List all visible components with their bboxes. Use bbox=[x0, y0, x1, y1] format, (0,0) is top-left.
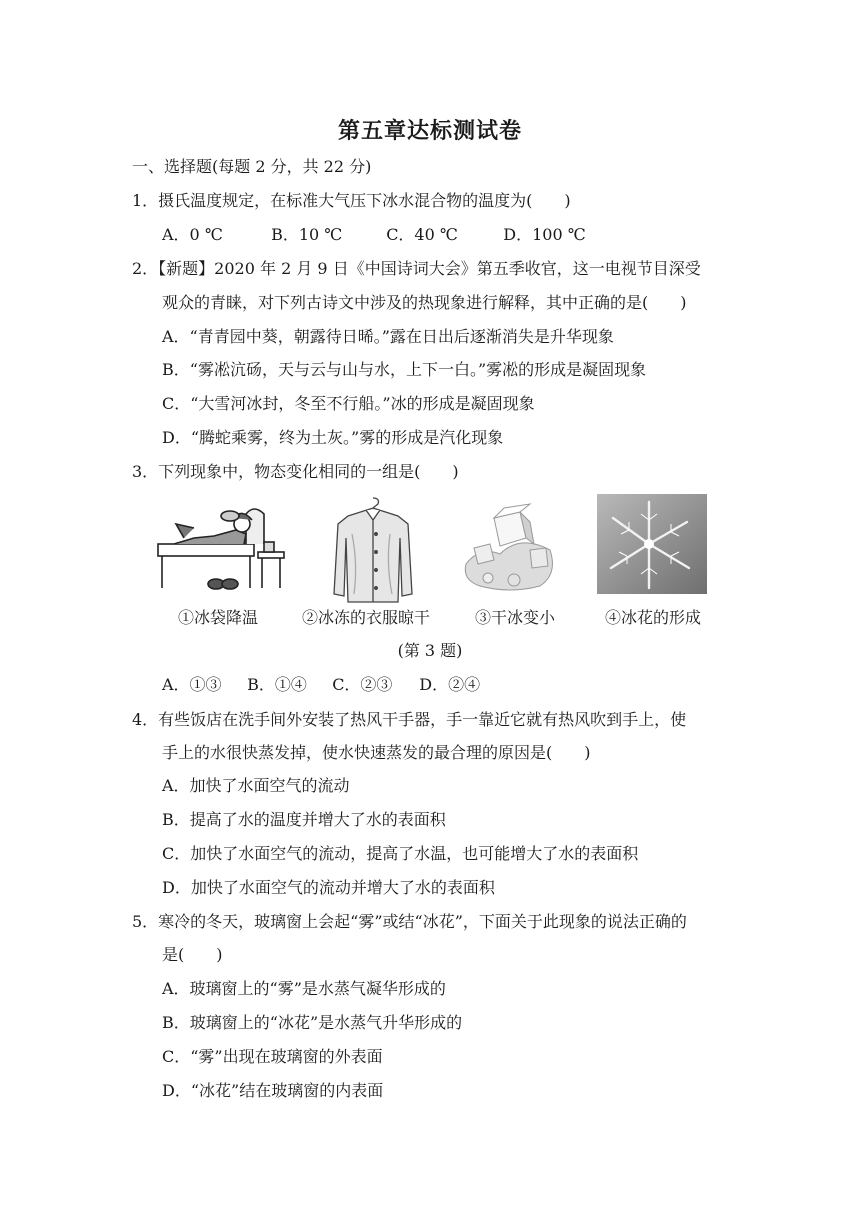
question-2-option-d: D．“腾蛇乘雾，终为土灰。”雾的形成是汽化现象 bbox=[162, 428, 504, 447]
question-2-option-c: C．“大雪河冰封，冬至不行船。”冰的形成是凝固现象 bbox=[162, 394, 535, 413]
option: B．10 ℃ bbox=[271, 225, 343, 244]
option: A．①③ bbox=[162, 675, 222, 694]
figure-caption-3: ③干冰变小 bbox=[475, 608, 556, 627]
figure-caption-4: ④冰花的形成 bbox=[605, 608, 702, 627]
question-3-figures bbox=[150, 494, 730, 604]
option: D．②④ bbox=[419, 675, 481, 694]
dry-ice-figure bbox=[460, 494, 560, 594]
question-4-option-d: D．加快了水面空气的流动并增大了水的表面积 bbox=[162, 878, 495, 897]
question-5-stem-cont: 是( ) bbox=[162, 945, 223, 964]
question-1-stem: 1．摄氏温度规定，在标准大气压下冰水混合物的温度为( ) bbox=[132, 191, 571, 210]
question-5-stem: 5．寒冷的冬天，玻璃窗上会起“雾”或结“冰花”，下面关于此现象的说法正确的 bbox=[132, 912, 687, 931]
question-4-option-a: A．加快了水面空气的流动 bbox=[162, 776, 350, 795]
option: C．40 ℃ bbox=[386, 225, 458, 244]
ice-flower-figure bbox=[597, 494, 707, 594]
frozen-shirt-figure bbox=[328, 494, 418, 604]
question-3-options bbox=[162, 673, 480, 697]
page-title: 第五章达标测试卷 bbox=[337, 119, 522, 144]
question-4-stem-cont: 手上的水很快蒸发掉，使水快速蒸发的最合理的原因是( ) bbox=[162, 743, 591, 762]
figure-caption-1: ①冰袋降温 bbox=[178, 608, 259, 627]
option: C．②③ bbox=[332, 675, 393, 694]
option: A．0 ℃ bbox=[162, 225, 223, 244]
question-5-option-a: A．玻璃窗上的“雾”是水蒸气凝华形成的 bbox=[162, 979, 446, 998]
question-4-option-c: C．加快了水面空气的流动，提高了水温，也可能增大了水的表面积 bbox=[162, 844, 639, 863]
question-5-option-d: D．“冰花”结在玻璃窗的内表面 bbox=[162, 1081, 384, 1100]
question-2-option-a: A．“青青园中葵，朝露待日晞。”露在日出后逐渐消失是升华现象 bbox=[162, 327, 614, 346]
question-3-stem: 3．下列现象中，物态变化相同的一组是( ) bbox=[132, 462, 459, 481]
question-5-option-c: C．“雾”出现在玻璃窗的外表面 bbox=[162, 1047, 383, 1066]
question-2-stem: 2．【新题】2020 年 2 月 9 日《中国诗词大会》第五季收官，这一电视节目深受 bbox=[132, 259, 701, 278]
question-2-option-b: B．“雾凇沆砀，天与云与山与水，上下一白。”雾凇的形成是凝固现象 bbox=[162, 360, 647, 379]
ice-bag-figure bbox=[154, 494, 286, 594]
question-5-option-b: B．玻璃窗上的“冰花”是水蒸气升华形成的 bbox=[162, 1013, 463, 1032]
question-4-stem: 4．有些饭店在洗手间外安装了热风干手器，手一靠近它就有热风吹到手上，使 bbox=[132, 710, 687, 729]
question-4-option-b: B．提高了水的温度并增大了水的表面积 bbox=[162, 810, 446, 829]
option: B．①④ bbox=[247, 675, 307, 694]
question-2-stem-cont: 观众的青睐，对下列古诗文中涉及的热现象进行解释，其中正确的是( ) bbox=[162, 293, 687, 312]
question-1-options bbox=[162, 223, 586, 247]
figure-label: (第 3 题) bbox=[397, 641, 463, 660]
figure-caption-2: ②冰冻的衣服晾干 bbox=[302, 608, 431, 627]
section-heading: 一、选择题(每题 2 分，共 22 分) bbox=[132, 157, 372, 176]
option: D．100 ℃ bbox=[503, 225, 586, 244]
